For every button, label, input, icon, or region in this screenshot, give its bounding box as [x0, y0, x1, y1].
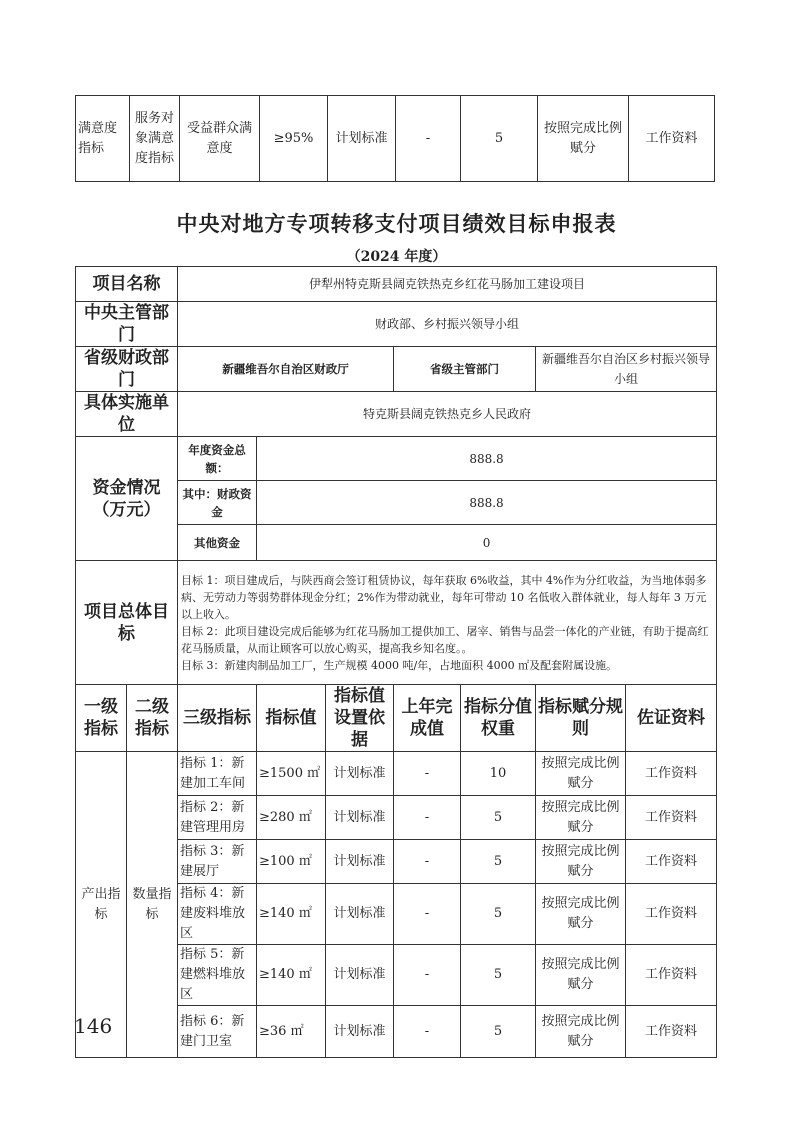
indicator-basis: 计划标准	[326, 796, 394, 840]
column-header: 二级指标	[127, 685, 178, 752]
indicator-rule: 按照完成比例赋分	[536, 884, 626, 945]
column-header: 佐证资料	[626, 685, 717, 752]
indicator-prev: -	[394, 752, 461, 796]
goal-text: 目标 3：新建肉制品加工厂，生产规模 4000 吨/年，占地面积 4000 ㎡及配套附属设施。	[181, 658, 618, 672]
table-row	[76, 392, 717, 437]
table-row	[76, 752, 717, 796]
indicator-basis: 计划标准	[326, 884, 394, 945]
indicator-weight: 10	[461, 752, 536, 796]
provincial-finance-value: 新疆维吾尔自治区财政厅	[178, 347, 394, 392]
indicator-prev: -	[394, 840, 461, 884]
table-row	[76, 267, 717, 302]
indicator-basis: 计划标准	[326, 945, 394, 1006]
page-title: 中央对地方专项转移支付项目绩效目标申报表	[176, 212, 617, 236]
indicator-rule: 按照完成比例赋分	[536, 752, 626, 796]
indicator-prev: -	[394, 945, 461, 1006]
column-header: 指标值	[257, 685, 326, 752]
funds-fiscal-value: 888.8	[257, 481, 717, 525]
funds-total-label: 年度资金总额：	[178, 437, 257, 481]
indicator-evidence: 工作资料	[626, 945, 717, 1006]
table-row	[76, 437, 717, 481]
performance-table	[75, 266, 717, 1058]
column-header: 一级指标	[76, 685, 127, 752]
indicator-name: 指标 3：新建展厅	[178, 840, 257, 884]
basis-cell: 计划标准	[328, 96, 396, 182]
goals-label: 项目总体目标	[76, 561, 178, 685]
rule-cell: 按照完成比例赋分	[538, 96, 629, 182]
level2-cell: 服务对象满意度指标	[130, 96, 180, 182]
funds-total-value: 888.8	[257, 437, 717, 481]
indicator-rule: 按照完成比例赋分	[536, 1006, 626, 1058]
central-dept-label: 中央主管部门	[76, 302, 178, 347]
value-cell: ≥95%	[260, 96, 328, 182]
evidence-cell: 工作资料	[629, 96, 715, 182]
goals-cell	[178, 561, 717, 685]
indicator-weight: 5	[461, 945, 536, 1006]
provincial-finance-label: 省级财政部门	[76, 347, 178, 392]
central-dept-value: 财政部、乡村振兴领导小组	[178, 302, 717, 347]
indicator-evidence: 工作资料	[626, 840, 717, 884]
indicator-evidence: 工作资料	[626, 1006, 717, 1058]
header-row	[76, 685, 717, 752]
indicator-value: ≥100 ㎡	[257, 840, 326, 884]
level2-cell: 数量指标	[127, 752, 178, 1058]
indicator-rule: 按照完成比例赋分	[536, 796, 626, 840]
indicator-name: 指标 2：新建管理用房	[178, 796, 257, 840]
satisfaction-table	[75, 95, 715, 182]
funds-label: 资金情况（万元）	[76, 437, 178, 561]
page-subtitle: （2024 年度）	[346, 249, 447, 265]
level1-cell: 满意度指标	[76, 96, 130, 182]
indicator-weight: 5	[461, 840, 536, 884]
indicator-weight: 5	[461, 884, 536, 945]
page-number: 146	[74, 1014, 113, 1038]
indicator-rule: 按照完成比例赋分	[536, 945, 626, 1006]
funds-fiscal-label: 其中：财政资金	[178, 481, 257, 525]
indicator-name: 指标 5：新建燃料堆放区	[178, 945, 257, 1006]
table-row	[76, 561, 717, 685]
goal-text: 目标 1：项目建成后，与陕西商会签订租赁协议，每年获取 6%收益，其中 4%作为分红收益，为当地体弱多病、无劳动力等弱势群体现金分红；2%作为带动就业，每年可带动 10 名低收入群体就业，每人每年 3 万元以上收入。	[181, 573, 707, 621]
indicator-rule: 按照完成比例赋分	[536, 840, 626, 884]
indicator-value: ≥140 ㎡	[257, 945, 326, 1006]
level3-cell: 受益群众满意度	[180, 96, 260, 182]
indicator-name: 指标 1：新建加工车间	[178, 752, 257, 796]
indicator-basis: 计划标准	[326, 840, 394, 884]
level1-cell: 产出指标	[76, 752, 127, 1058]
indicator-evidence: 工作资料	[626, 884, 717, 945]
indicator-value: ≥1500 ㎡	[257, 752, 326, 796]
table-row	[76, 302, 717, 347]
implementer-label: 具体实施单位	[76, 392, 178, 437]
column-header: 三级指标	[178, 685, 257, 752]
funds-other-label: 其他资金	[178, 525, 257, 561]
project-name-value: 伊犁州特克斯县阔克铁热克乡红花马肠加工建设项目	[178, 267, 717, 302]
funds-other-value: 0	[257, 525, 717, 561]
indicator-prev: -	[394, 796, 461, 840]
prev-cell: -	[396, 96, 461, 182]
indicator-basis: 计划标准	[326, 1006, 394, 1058]
indicator-prev: -	[394, 1006, 461, 1058]
column-header: 指标值设置依据	[326, 685, 394, 752]
column-header: 指标赋分规则	[536, 685, 626, 752]
provincial-dept-label: 省级主管部门	[394, 347, 536, 392]
indicator-name: 指标 4：新建废料堆放区	[178, 884, 257, 945]
indicator-name: 指标 6：新建门卫室	[178, 1006, 257, 1058]
indicator-prev: -	[394, 884, 461, 945]
indicator-evidence: 工作资料	[626, 796, 717, 840]
indicator-basis: 计划标准	[326, 752, 394, 796]
indicator-value: ≥280 ㎡	[257, 796, 326, 840]
indicator-value: ≥140 ㎡	[257, 884, 326, 945]
table-row	[76, 347, 717, 392]
indicator-weight: 5	[461, 796, 536, 840]
implementer-value: 特克斯县阔克铁热克乡人民政府	[178, 392, 717, 437]
indicator-weight: 5	[461, 1006, 536, 1058]
goal-text: 目标 2：此项目建设完成后能够为红花马肠加工提供加工、屠宰、销售与品尝一体化的产业链，有助于提高红花马肠质量，从而让顾客可以放心购买，提高我乡知名度。。	[181, 624, 709, 655]
indicator-value: ≥36 ㎡	[257, 1006, 326, 1058]
table-row	[76, 96, 715, 182]
project-name-label: 项目名称	[76, 267, 178, 302]
column-header: 指标分值权重	[461, 685, 536, 752]
column-header: 上年完成值	[394, 685, 461, 752]
provincial-dept-value: 新疆维吾尔自治区乡村振兴领导小组	[536, 347, 717, 392]
indicator-evidence: 工作资料	[626, 752, 717, 796]
weight-cell: 5	[461, 96, 538, 182]
